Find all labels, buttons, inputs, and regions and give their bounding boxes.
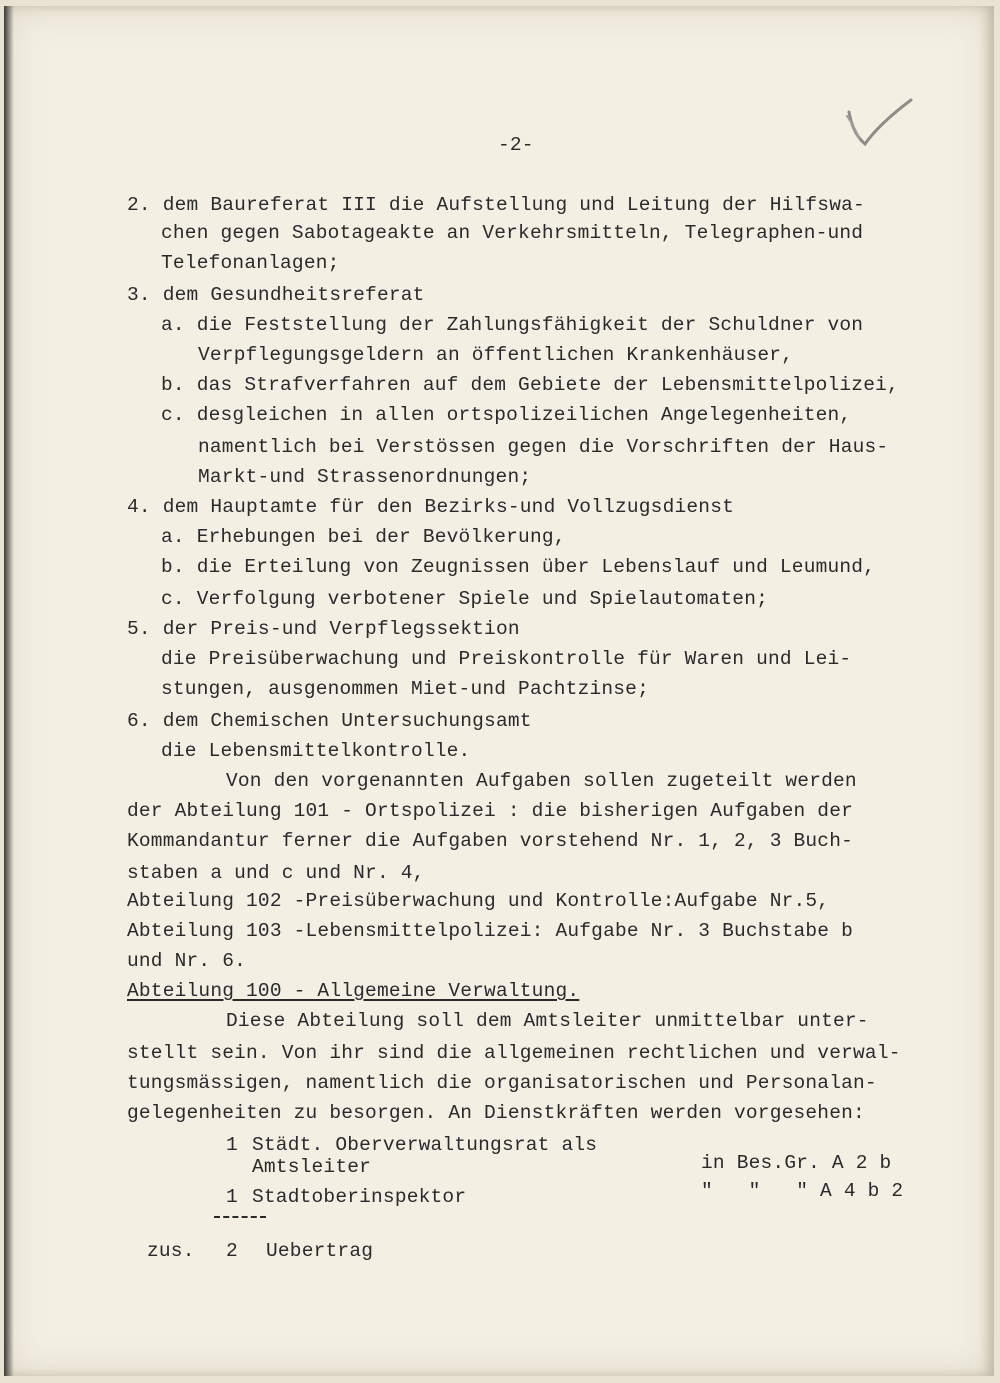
total-text: Uebertrag bbox=[266, 1240, 374, 1262]
body-line-25: Abteilung 103 -Lebensmittelpolizei: Aufgabe Nr. 3 Buchstabe b bbox=[127, 920, 854, 942]
body-line-3: Telefonanlagen; bbox=[161, 252, 340, 274]
section-heading: Abteilung 100 - Allgemeine Verwaltung. bbox=[127, 980, 580, 1002]
staff-title: Stadtoberinspektor bbox=[252, 1186, 467, 1208]
body-line-16: die Preisüberwachung und Preiskontrolle für Waren und Lei- bbox=[161, 648, 852, 670]
body-line-17: stungen, ausgenommen Miet-und Pachtzinse; bbox=[161, 678, 649, 700]
body-line-23: staben a und c und Nr. 4, bbox=[127, 862, 425, 884]
body-line-11: 4. dem Hauptamte für den Bezirks-und Vollzugsdienst bbox=[127, 496, 734, 518]
body-line-4: 3. dem Gesundheitsreferat bbox=[127, 284, 425, 306]
body-line-29: stellt sein. Von ihr sind die allgemeinen rechtlichen und verwal- bbox=[127, 1042, 901, 1064]
body-line-14: c. Verfolgung verbotener Spiele und Spielautomaten; bbox=[161, 588, 768, 610]
body-line-31: gelegenheiten zu besorgen. An Dienstkräften werden vorgesehen: bbox=[127, 1102, 865, 1124]
staff-count: 1 bbox=[226, 1186, 238, 1208]
staff-grade: in Bes.Gr. A 2 b bbox=[701, 1152, 892, 1174]
staff-title-cont: Amtsleiter bbox=[252, 1156, 372, 1178]
body-line-28: Diese Abteilung soll dem Amtsleiter unmittelbar unter- bbox=[226, 1010, 869, 1032]
body-line-30: tungsmässigen, namentlich die organisatorischen und Personalan- bbox=[127, 1072, 877, 1094]
sum-divider bbox=[214, 1216, 266, 1218]
body-line-18: 6. dem Chemischen Untersuchungsamt bbox=[127, 710, 532, 732]
body-line-15: 5. der Preis-und Verpflegssektion bbox=[127, 618, 520, 640]
body-line-12: a. Erhebungen bei der Bevölkerung, bbox=[161, 526, 566, 548]
body-line-9: namentlich bei Verstössen gegen die Vorschriften der Haus- bbox=[198, 436, 889, 458]
total-count: 2 bbox=[226, 1240, 238, 1262]
body-line-20: Von den vorgenannten Aufgaben sollen zugeteilt werden bbox=[226, 770, 857, 792]
body-line-6: Verpflegungsgeldern an öffentlichen Krankenhäuser, bbox=[198, 344, 794, 366]
body-line-7: b. das Strafverfahren auf dem Gebiete der Lebensmittelpolizei, bbox=[161, 374, 899, 396]
document-page bbox=[4, 6, 994, 1376]
body-line-1: 2. dem Baureferat III die Aufstellung und Leitung der Hilfswa- bbox=[127, 194, 865, 216]
body-line-10: Markt-und Strassenordnungen; bbox=[198, 466, 532, 488]
body-line-24: Abteilung 102 -Preisüberwachung und Kontrolle:Aufgabe Nr.5, bbox=[127, 890, 830, 912]
staff-title: Städt. Oberverwaltungsrat als bbox=[252, 1134, 598, 1156]
body-line-2: chen gegen Sabotageakte an Verkehrsmitteln, Telegraphen-und bbox=[161, 222, 864, 244]
total-label: zus. bbox=[147, 1240, 195, 1262]
body-line-5: a. die Feststellung der Zahlungsfähigkeit der Schuldner von bbox=[161, 314, 864, 336]
body-line-8: c. desgleichen in allen ortspolizeilichen Angelegenheiten, bbox=[161, 404, 852, 426]
pencil-check-icon bbox=[839, 94, 919, 154]
body-line-22: Kommandantur ferner die Aufgaben vorstehend Nr. 1, 2, 3 Buch- bbox=[127, 830, 854, 852]
body-line-21: der Abteilung 101 - Ortspolizei : die bisherigen Aufgaben der bbox=[127, 800, 854, 822]
page-number: -2- bbox=[498, 134, 534, 156]
body-line-26: und Nr. 6. bbox=[127, 950, 247, 972]
staff-grade: " " " A 4 b 2 bbox=[701, 1180, 904, 1202]
body-line-19: die Lebensmittelkontrolle. bbox=[161, 740, 471, 762]
body-line-13: b. die Erteilung von Zeugnissen über Lebenslauf und Leumund, bbox=[161, 556, 876, 578]
staff-count: 1 bbox=[226, 1134, 238, 1156]
